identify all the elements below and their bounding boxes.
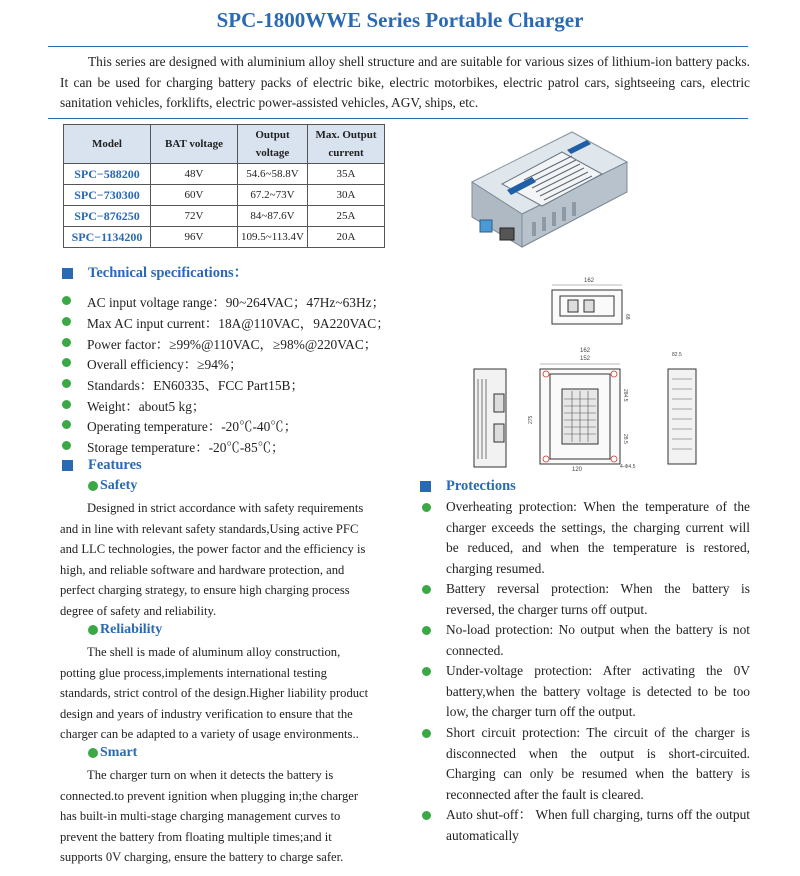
smart-heading — [88, 745, 137, 761]
table-cell: 48V — [151, 164, 238, 185]
smart-heading-label: Smart — [100, 745, 138, 760]
reliability-heading-label: Reliability — [100, 622, 163, 637]
bullet-dot-icon — [422, 503, 431, 512]
section-square-icon — [62, 268, 73, 279]
page-title: SPC-1800WWE Series Portable Charger — [216, 8, 584, 32]
table-row — [64, 164, 385, 185]
table-cell-model: SPC−730300 — [64, 185, 151, 206]
bullet-dot-icon — [62, 441, 71, 450]
protection-item: Auto shut-off： When full charging, turns off the output automatically — [446, 807, 750, 843]
paragraph-line — [60, 642, 390, 663]
protection-item: Battery reversal protection: When the battery is reversed, the charger turns off output. — [446, 581, 750, 617]
section-square-icon — [420, 481, 431, 492]
table-cell: 54.6~58.8V — [238, 164, 308, 185]
title-divider — [48, 46, 748, 47]
table-header-row — [64, 125, 385, 164]
protections-heading — [420, 478, 516, 495]
spec-item: Max AC input current：18A@110VAC，9A220VAC； — [87, 316, 390, 331]
model-table — [63, 124, 385, 248]
paragraph-line: prevent the battery from floating multiple times;and it — [60, 829, 332, 844]
tech-specs-heading-label: Technical specifications： — [88, 265, 249, 281]
spec-item: Operating temperature：-20℃-40℃； — [87, 419, 298, 434]
spec-item: Power factor：≥99%@110VAC，≥98%@220VAC； — [87, 337, 378, 352]
dimension-drawing — [460, 274, 760, 474]
paragraph-line — [60, 498, 390, 519]
bullet-dot-icon — [88, 748, 98, 758]
protection-item: Overheating protection: When the temperature of the charger exceeds the settings, the charging current will be reduced, and when the temperature is restored, charging resumed. — [446, 499, 750, 576]
line-text: Designed in strict accordance with safety requirements — [87, 501, 364, 515]
table-cell: 20A — [308, 227, 385, 248]
reliability-paragraph — [60, 642, 390, 745]
spec-item: Storage temperature：-20℃-85℃； — [87, 440, 285, 455]
table-cell: 109.5~113.4V — [238, 227, 308, 248]
dim-front-inner-label: 152 — [580, 356, 591, 362]
safety-paragraph — [60, 498, 390, 621]
paragraph-line: charger can be adapted to a variety of usage environments.. — [60, 727, 359, 741]
line-text: The shell is made of aluminum alloy construction, — [87, 645, 341, 659]
dim-front-width-label: 162 — [580, 348, 591, 354]
section-square-icon — [62, 460, 73, 471]
paragraph-line: connected.to prevent ignition when plugging in;the charger — [60, 788, 359, 803]
table-cell: 84~87.6V — [238, 206, 308, 227]
bullet-dot-icon — [62, 296, 71, 305]
hole-note-label: 4-Φ4.5 — [620, 464, 636, 470]
dim-top-side-label: 68 — [624, 314, 630, 320]
table-header: Model — [64, 125, 151, 164]
table-header: BAT voltage — [151, 125, 238, 164]
paragraph-line: has built-in multi-stage charging management curves to — [60, 809, 341, 823]
dim-a-label: 284.5 — [622, 389, 628, 402]
bullet-dot-icon — [62, 379, 71, 388]
table-cell-model: SPC−876250 — [64, 206, 151, 227]
dim-b-label: 28.5 — [622, 434, 628, 444]
reliability-heading — [88, 622, 162, 638]
intro-paragraph: This series are designed with aluminium alloy shell structure and are suitable for various sizes of lithium-ion battery packs. It can be used for charging battery packs of electric bike, electric motorbikes, electric patrol cars, sightseeing cars, electric sanitation vehicles, forklifts, electric power-assisted vehicles, AGV, ships, etc. — [60, 54, 750, 110]
paragraph-line: and LLC technologies, the power factor and the efficiency is — [60, 542, 366, 556]
dim-bottom-label: 120 — [572, 467, 583, 473]
paragraph-line: standards, strict control of the design.Higher liability product — [60, 686, 369, 700]
paragraph-line: degree of safety and reliability. — [60, 603, 217, 618]
table-cell: 35A — [308, 164, 385, 185]
features-heading-label: Features — [88, 457, 142, 473]
bullet-dot-icon — [88, 625, 98, 635]
table-header: Output voltage — [238, 125, 308, 164]
smart-paragraph — [60, 765, 390, 868]
table-header: Max. Output current — [308, 125, 385, 164]
bullet-dot-icon — [62, 358, 71, 367]
features-heading — [62, 457, 142, 474]
bullet-dot-icon — [62, 400, 71, 409]
table-cell-model: SPC−1134200 — [64, 227, 151, 248]
charger-product-image — [462, 122, 637, 267]
bullet-dot-icon — [62, 317, 71, 326]
spec-item: Weight：about5 kg； — [87, 399, 206, 414]
paragraph-line — [60, 765, 390, 786]
bullet-dot-icon — [88, 481, 98, 491]
protection-item: No-load protection: No output when the battery is not connected. — [446, 622, 750, 658]
table-row — [64, 185, 385, 206]
protections-heading-label: Protections — [446, 478, 516, 494]
spec-item: Standards：EN60335、FCC Part15B； — [87, 378, 304, 393]
paragraph-line: design and years of industry verification to ensure that the — [60, 706, 353, 721]
tech-specs-heading — [62, 261, 248, 282]
bullet-dot-icon — [422, 585, 431, 594]
line-text: The charger turn on when it detects the battery is — [87, 768, 334, 782]
spec-item: Overall efficiency：≥94%； — [87, 357, 243, 372]
paragraph-line: perfect charging strategy, to ensure high charging process — [60, 583, 350, 597]
paragraph-line: supports 0V charging, ensure the battery to charge safer. — [60, 850, 344, 864]
protection-item: Short circuit protection: The circuit of the charger is disconnected when the output is short-circuited. Charging can only be resumed when the battery is reconnected after the fault is cleared. — [446, 725, 750, 802]
dim-height-label: 275 — [528, 415, 534, 424]
bullet-dot-icon — [62, 420, 71, 429]
table-row — [64, 206, 385, 227]
paragraph-line: and in line with relevant safety standards,Using active PFC — [60, 521, 359, 536]
paragraph-line: high, and reliable software and hardware protection, and — [60, 562, 345, 577]
table-cell: 60V — [151, 185, 238, 206]
bullet-dot-icon — [62, 338, 71, 347]
table-cell: 30A — [308, 185, 385, 206]
bullet-dot-icon — [422, 729, 431, 738]
intro-divider — [48, 118, 748, 119]
table-cell-model: SPC−588200 — [64, 164, 151, 185]
bullet-dot-icon — [422, 811, 431, 820]
table-cell: 67.2~73V — [238, 185, 308, 206]
paragraph-line: potting glue process,implements international testing — [60, 665, 327, 680]
safety-heading — [88, 478, 137, 494]
safety-heading-label: Safety — [100, 478, 138, 493]
table-cell: 72V — [151, 206, 238, 227]
table-cell: 96V — [151, 227, 238, 248]
dim-top-label: 162 — [584, 278, 595, 284]
table-row — [64, 227, 385, 248]
table-cell: 25A — [308, 206, 385, 227]
spec-item: AC input voltage range：90~264VAC；47Hz~63Hz； — [87, 295, 386, 310]
dim-side-label: 82.5 — [672, 352, 682, 358]
bullet-dot-icon — [422, 667, 431, 676]
protection-item: Under-voltage protection: After activating the 0V battery,when the battery voltage is detected to be too low, the charger turn off the output. — [446, 663, 750, 719]
bullet-dot-icon — [422, 626, 431, 635]
